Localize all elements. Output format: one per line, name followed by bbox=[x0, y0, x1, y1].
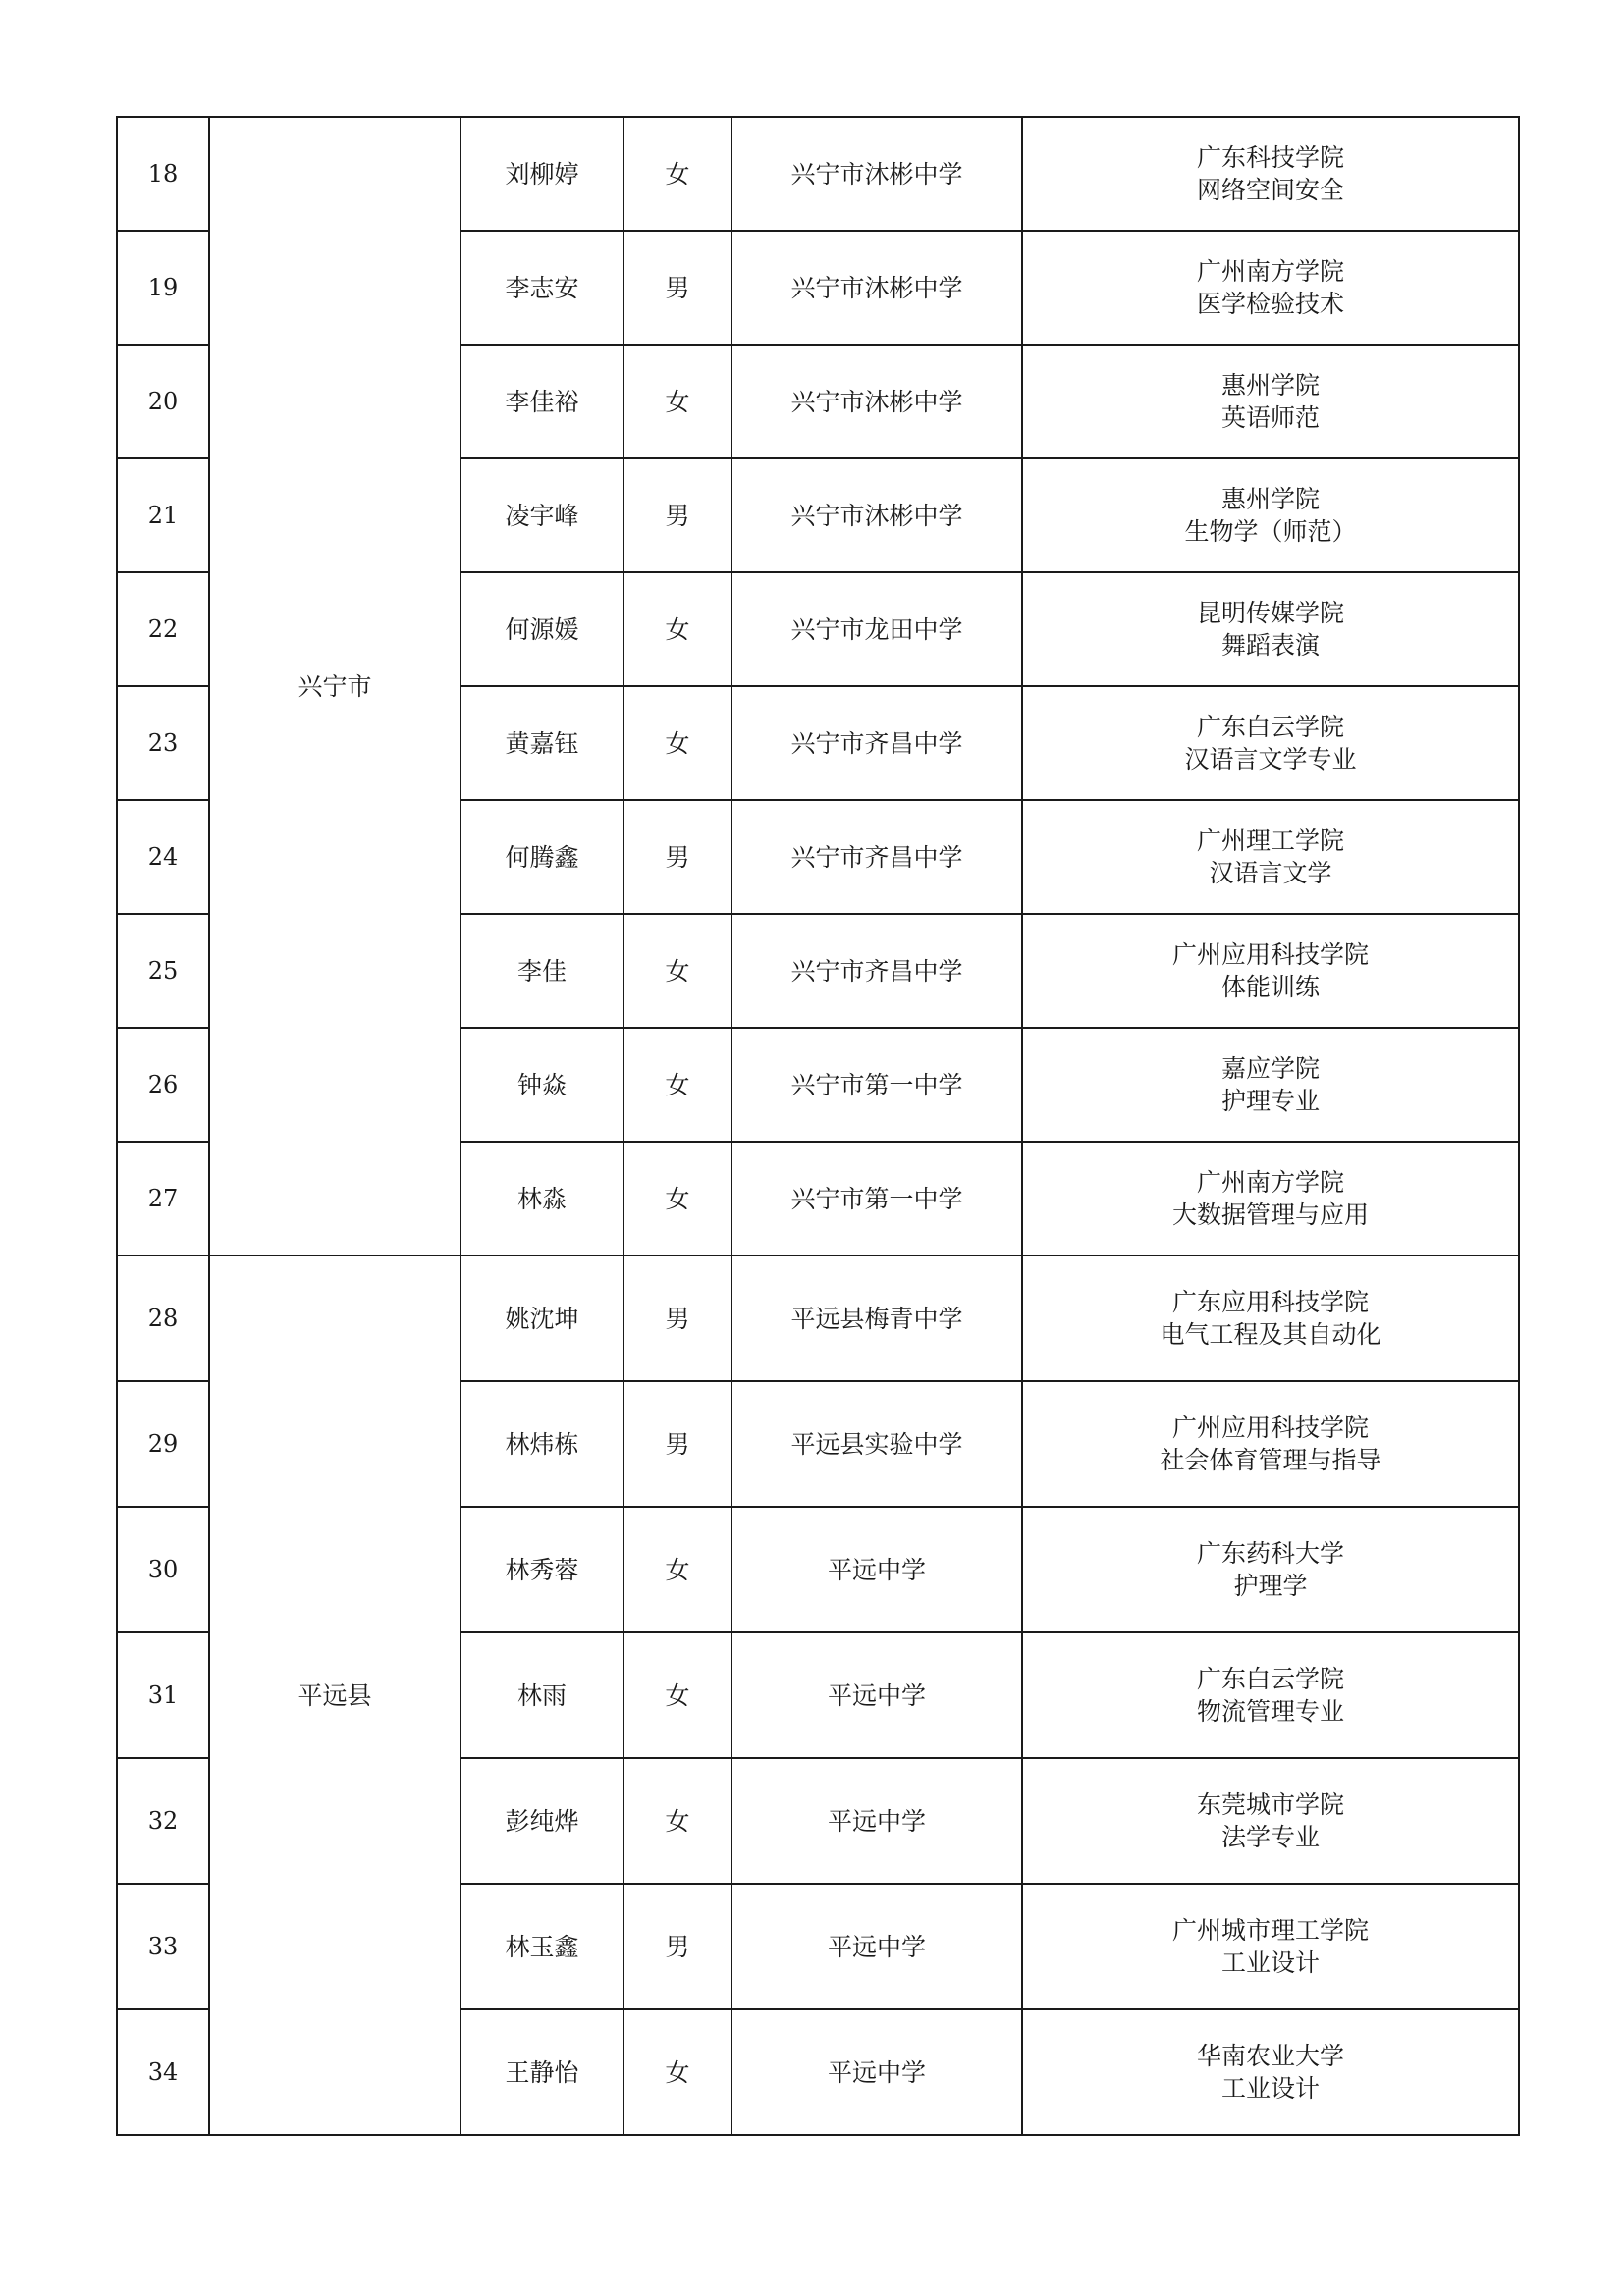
college-name: 广州南方学院 bbox=[1196, 257, 1344, 286]
student-roster-table bbox=[116, 116, 1520, 2136]
row-number-cell: 25 bbox=[117, 914, 209, 1028]
major-name: 工业设计 bbox=[1220, 2074, 1320, 2103]
admission-cell bbox=[1022, 1884, 1519, 2009]
student-name-cell: 黄嘉钰 bbox=[460, 686, 623, 800]
high-school-cell: 兴宁市第一中学 bbox=[731, 1142, 1022, 1255]
college-name: 广州理工学院 bbox=[1196, 827, 1344, 855]
high-school-cell: 兴宁市齐昌中学 bbox=[731, 800, 1022, 914]
high-school-cell: 兴宁市沐彬中学 bbox=[731, 117, 1022, 231]
major-name: 网络空间安全 bbox=[1196, 176, 1344, 204]
student-name-cell: 王静怡 bbox=[460, 2009, 623, 2135]
college-name: 广东白云学院 bbox=[1196, 713, 1344, 741]
gender-cell: 女 bbox=[623, 1028, 731, 1142]
row-number-cell: 32 bbox=[117, 1758, 209, 1884]
college-name: 惠州学院 bbox=[1220, 485, 1320, 513]
admission-cell bbox=[1022, 2009, 1519, 2135]
row-number-cell: 34 bbox=[117, 2009, 209, 2135]
admission-cell bbox=[1022, 1255, 1519, 1381]
gender-cell: 男 bbox=[623, 1884, 731, 2009]
admission-cell bbox=[1022, 1632, 1519, 1758]
major-name: 护理学 bbox=[1233, 1572, 1308, 1600]
gender-cell: 男 bbox=[623, 1255, 731, 1381]
row-number-cell: 30 bbox=[117, 1507, 209, 1632]
major-name: 护理专业 bbox=[1220, 1087, 1320, 1115]
college-name: 广东药科大学 bbox=[1196, 1539, 1344, 1568]
major-name: 汉语言文学 bbox=[1209, 859, 1332, 887]
college-name: 嘉应学院 bbox=[1220, 1054, 1320, 1083]
gender-cell: 男 bbox=[623, 231, 731, 345]
admission-cell bbox=[1022, 1758, 1519, 1884]
admission-cell bbox=[1022, 572, 1519, 686]
student-name-cell: 李志安 bbox=[460, 231, 623, 345]
row-number-cell: 31 bbox=[117, 1632, 209, 1758]
high-school-cell: 兴宁市沐彬中学 bbox=[731, 231, 1022, 345]
major-name: 英语师范 bbox=[1220, 403, 1320, 432]
college-name: 惠州学院 bbox=[1220, 371, 1320, 400]
gender-cell: 女 bbox=[623, 914, 731, 1028]
high-school-cell: 平远县梅青中学 bbox=[731, 1255, 1022, 1381]
admission-cell bbox=[1022, 231, 1519, 345]
student-name-cell: 林玉鑫 bbox=[460, 1884, 623, 2009]
row-number-cell: 21 bbox=[117, 458, 209, 572]
high-school-cell: 兴宁市沐彬中学 bbox=[731, 345, 1022, 458]
major-name: 电气工程及其自动化 bbox=[1160, 1320, 1381, 1349]
gender-cell: 女 bbox=[623, 572, 731, 686]
high-school-cell: 兴宁市沐彬中学 bbox=[731, 458, 1022, 572]
gender-cell: 女 bbox=[623, 686, 731, 800]
college-name: 广东白云学院 bbox=[1196, 1665, 1344, 1693]
admission-cell bbox=[1022, 914, 1519, 1028]
row-number-cell: 20 bbox=[117, 345, 209, 458]
row-number-cell: 29 bbox=[117, 1381, 209, 1507]
admission-cell bbox=[1022, 1142, 1519, 1255]
college-name: 广州应用科技学院 bbox=[1171, 1414, 1369, 1442]
gender-cell: 女 bbox=[623, 1758, 731, 1884]
student-name-cell: 林雨 bbox=[460, 1632, 623, 1758]
row-number-cell: 33 bbox=[117, 1884, 209, 2009]
gender-cell: 女 bbox=[623, 117, 731, 231]
high-school-cell: 平远县实验中学 bbox=[731, 1381, 1022, 1507]
major-name: 物流管理专业 bbox=[1196, 1697, 1344, 1726]
high-school-cell: 平远中学 bbox=[731, 1507, 1022, 1632]
admission-cell bbox=[1022, 1507, 1519, 1632]
college-name: 广州应用科技学院 bbox=[1171, 940, 1369, 969]
gender-cell: 男 bbox=[623, 800, 731, 914]
high-school-cell: 兴宁市龙田中学 bbox=[731, 572, 1022, 686]
student-name-cell: 林秀蓉 bbox=[460, 1507, 623, 1632]
student-name-cell: 何腾鑫 bbox=[460, 800, 623, 914]
student-name-cell: 林淼 bbox=[460, 1142, 623, 1255]
college-name: 华南农业大学 bbox=[1196, 2042, 1344, 2070]
student-name-cell: 李佳 bbox=[460, 914, 623, 1028]
high-school-cell: 平远中学 bbox=[731, 2009, 1022, 2135]
gender-cell: 女 bbox=[623, 1142, 731, 1255]
high-school-cell: 兴宁市齐昌中学 bbox=[731, 686, 1022, 800]
college-name: 广东应用科技学院 bbox=[1171, 1288, 1369, 1316]
gender-cell: 男 bbox=[623, 458, 731, 572]
admission-cell bbox=[1022, 800, 1519, 914]
high-school-cell: 兴宁市齐昌中学 bbox=[731, 914, 1022, 1028]
county-cell: 兴宁市 bbox=[209, 117, 460, 1255]
roster-body bbox=[117, 117, 1519, 2135]
student-name-cell: 钟焱 bbox=[460, 1028, 623, 1142]
table-row bbox=[117, 1255, 1519, 1381]
major-name: 体能训练 bbox=[1220, 973, 1320, 1001]
high-school-cell: 平远中学 bbox=[731, 1884, 1022, 2009]
gender-cell: 女 bbox=[623, 1632, 731, 1758]
major-name: 大数据管理与应用 bbox=[1171, 1201, 1369, 1229]
student-name-cell: 刘柳婷 bbox=[460, 117, 623, 231]
row-number-cell: 28 bbox=[117, 1255, 209, 1381]
student-name-cell: 李佳裕 bbox=[460, 345, 623, 458]
gender-cell: 女 bbox=[623, 1507, 731, 1632]
admission-cell bbox=[1022, 1028, 1519, 1142]
college-name: 广州南方学院 bbox=[1196, 1168, 1344, 1197]
high-school-cell: 兴宁市第一中学 bbox=[731, 1028, 1022, 1142]
admission-cell bbox=[1022, 117, 1519, 231]
row-number-cell: 23 bbox=[117, 686, 209, 800]
student-name-cell: 凌宇峰 bbox=[460, 458, 623, 572]
major-name: 汉语言文学专业 bbox=[1184, 745, 1357, 774]
admission-cell bbox=[1022, 1381, 1519, 1507]
high-school-cell: 平远中学 bbox=[731, 1758, 1022, 1884]
gender-cell: 女 bbox=[623, 2009, 731, 2135]
college-name: 广州城市理工学院 bbox=[1171, 1916, 1369, 1945]
student-name-cell: 林炜栋 bbox=[460, 1381, 623, 1507]
admission-cell bbox=[1022, 458, 1519, 572]
admission-cell bbox=[1022, 345, 1519, 458]
student-name-cell: 彭纯烨 bbox=[460, 1758, 623, 1884]
row-number-cell: 19 bbox=[117, 231, 209, 345]
college-name: 东莞城市学院 bbox=[1196, 1790, 1344, 1819]
table-row bbox=[117, 117, 1519, 231]
major-name: 医学检验技术 bbox=[1196, 290, 1344, 318]
major-name: 社会体育管理与指导 bbox=[1160, 1446, 1381, 1474]
row-number-cell: 24 bbox=[117, 800, 209, 914]
college-name: 昆明传媒学院 bbox=[1196, 599, 1344, 627]
row-number-cell: 26 bbox=[117, 1028, 209, 1142]
college-name: 广东科技学院 bbox=[1196, 143, 1344, 172]
high-school-cell: 平远中学 bbox=[731, 1632, 1022, 1758]
row-number-cell: 27 bbox=[117, 1142, 209, 1255]
gender-cell: 男 bbox=[623, 1381, 731, 1507]
major-name: 法学专业 bbox=[1220, 1823, 1320, 1851]
gender-cell: 女 bbox=[623, 345, 731, 458]
county-cell: 平远县 bbox=[209, 1255, 460, 2135]
major-name: 舞蹈表演 bbox=[1220, 631, 1320, 660]
major-name: 工业设计 bbox=[1220, 1949, 1320, 1977]
major-name: 生物学（师范） bbox=[1184, 517, 1357, 546]
row-number-cell: 22 bbox=[117, 572, 209, 686]
row-number-cell: 18 bbox=[117, 117, 209, 231]
student-name-cell: 何源媛 bbox=[460, 572, 623, 686]
admission-cell bbox=[1022, 686, 1519, 800]
student-name-cell: 姚沈坤 bbox=[460, 1255, 623, 1381]
